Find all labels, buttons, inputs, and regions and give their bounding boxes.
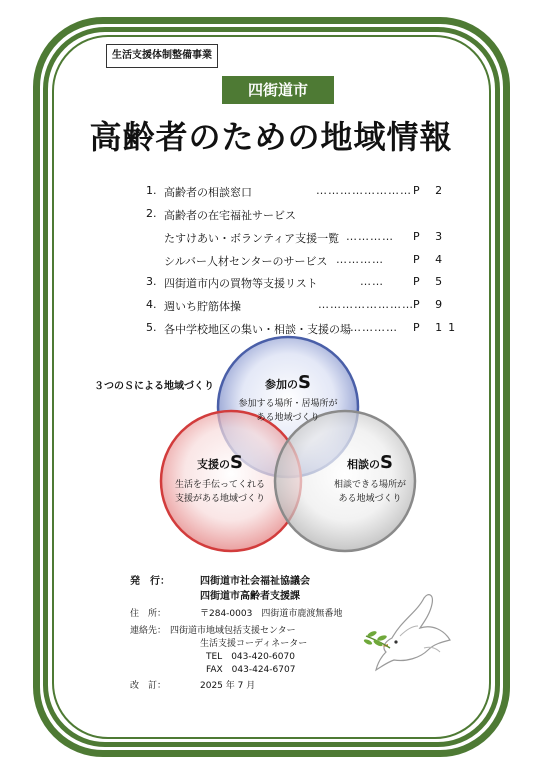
venn-desc-support — [160, 478, 280, 506]
contact-label: 連絡先： — [130, 626, 167, 636]
toc-leader: ………… — [336, 253, 384, 266]
toc-number: 4. — [146, 298, 157, 311]
issuer-2: 四街道市高齢者支援課 — [200, 591, 300, 602]
city-banner: 四街道市 — [222, 76, 334, 104]
toc-page: P 2 — [413, 184, 449, 197]
dove-icon — [362, 590, 462, 680]
venn-line: 相談できる場所が — [333, 480, 406, 490]
venn-title-s: S — [380, 452, 393, 473]
toc-leader: ………… — [350, 321, 398, 334]
venn-desc-participation — [220, 397, 356, 425]
venn-diagram — [150, 335, 430, 555]
toc-item-label: 高齢者の相談窓口 — [164, 186, 252, 199]
venn-line: 参加する場所・居場所が — [238, 399, 338, 409]
toc-page: P 3 — [413, 230, 449, 243]
venn-title-support — [180, 452, 260, 473]
program-label: 生活支援体制整備事業 — [106, 44, 218, 68]
venn-title-consult — [330, 452, 410, 473]
toc-page: P 9 — [413, 298, 449, 311]
toc-page: P 4 — [413, 253, 449, 266]
venn-title-text: 参加の — [265, 378, 299, 391]
venn-title-s: S — [298, 372, 311, 393]
toc-item-label: 各中学校地区の集い・相談・支援の場 — [164, 323, 351, 336]
venn-caption: ３つのＳによる地域づくり — [94, 381, 214, 392]
tel: TEL 043-420-6070 — [206, 652, 295, 662]
toc-page: P 5 — [413, 275, 449, 288]
toc-number: 5. — [146, 321, 157, 334]
address: 〒284-0003 四街道市鹿渡無番地 — [200, 609, 343, 619]
venn-desc-consult — [312, 478, 428, 506]
toc-leader: ………… — [346, 230, 394, 243]
venn-line: ある地域づくり — [256, 413, 320, 423]
venn-line: ある地域づくり — [338, 494, 402, 504]
contact-1: 四街道市地域包括支援センター — [170, 626, 296, 636]
toc-item-label: 四街道市内の買物等支援リスト — [164, 277, 318, 290]
revised-date: 2025 年 7 月 — [200, 681, 256, 691]
fax: FAX 043-424-6707 — [206, 665, 296, 675]
table-of-contents — [0, 0, 542, 340]
issue-label: 発 行： — [130, 576, 170, 587]
issuer-1: 四街道市社会福祉協議会 — [200, 576, 310, 587]
venn-title-text: 支援の — [197, 458, 231, 471]
contact-2: 生活支援コーディネーター — [200, 639, 308, 649]
venn-title-s: S — [230, 452, 243, 473]
toc-leader: …………………… — [318, 298, 414, 311]
toc-item-label: 週いち貯筋体操 — [164, 300, 241, 313]
venn-title-participation — [248, 372, 328, 393]
toc-number: 3. — [146, 275, 157, 288]
page-title: 高齢者のための地域情報 — [89, 118, 453, 156]
venn-title-text: 相談の — [347, 458, 381, 471]
toc-leader: …………………… — [316, 184, 412, 197]
revised-label: 改 訂： — [130, 681, 167, 691]
toc-item-label: シルバー人材センターのサービス — [164, 255, 328, 268]
address-label: 住 所： — [130, 609, 167, 619]
venn-line: 支援がある地域づくり — [174, 494, 265, 504]
toc-item-label: たすけあい・ボランティア支援一覧 — [164, 232, 340, 245]
toc-number: 1. — [146, 184, 157, 197]
toc-number: 2. — [146, 207, 157, 220]
venn-line: 生活を手伝ってくれる — [174, 480, 265, 490]
toc-item-label: 高齢者の在宅福祉サービス — [164, 209, 296, 222]
toc-leader: …… — [360, 275, 384, 288]
toc-page: P 11 — [413, 321, 462, 334]
